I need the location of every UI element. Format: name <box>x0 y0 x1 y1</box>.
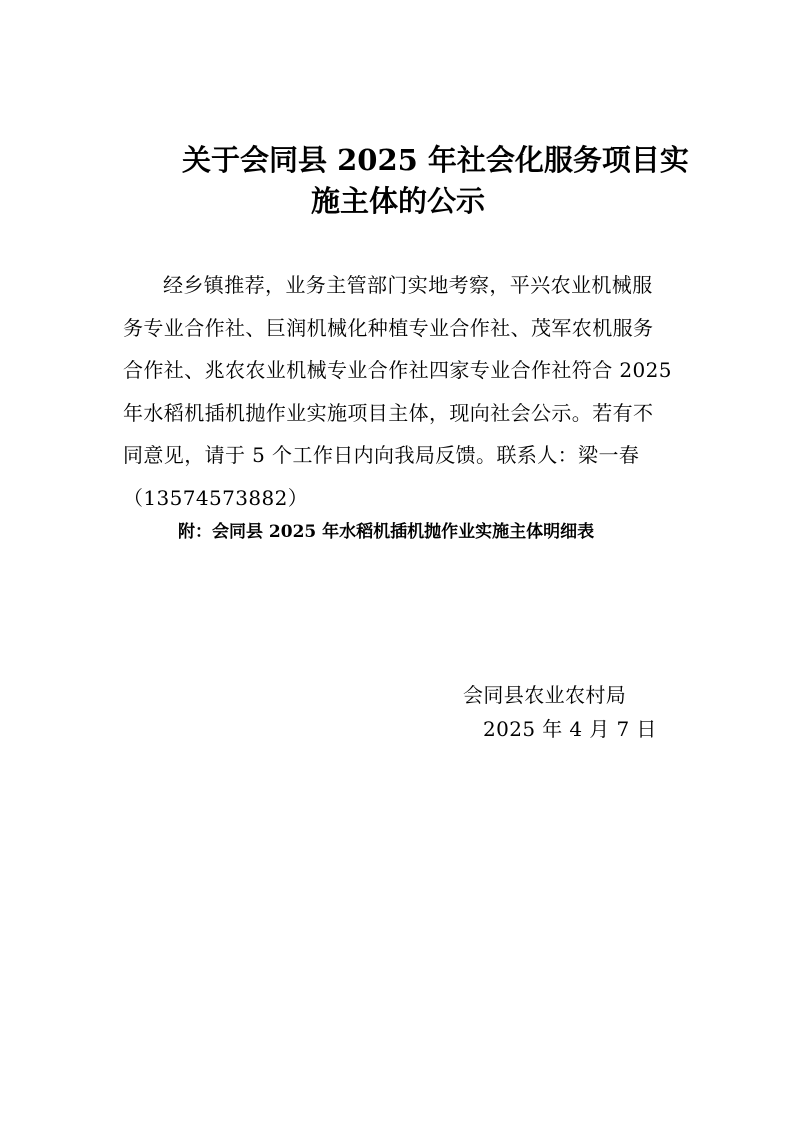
signature-date: 2025 年 4 月 7 日 <box>483 717 657 741</box>
body-line-6: （13574573882） <box>123 486 309 510</box>
body-line-5: 同意见，请于 5 个工作日内向我局反馈。联系人：梁一春 <box>123 443 640 467</box>
body-line-3: 合作社、兆农农业机械专业合作社四家专业合作社符合 2025 <box>123 358 672 382</box>
attachment-note: 附：会同县 2025 年水稻机插机抛作业实施主体明细表 <box>178 522 595 542</box>
document-title-line-1: 关于会同县 2025 年社会化服务项目实 <box>182 143 689 177</box>
body-line-2: 务专业合作社、巨润机械化种植专业合作社、茂军农机服务 <box>123 316 654 340</box>
signature-organization: 会同县农业农村局 <box>463 683 627 707</box>
body-line-4: 年水稻机插机抛作业实施项目主体，现向社会公示。若有不 <box>123 401 654 425</box>
document-title-line-2: 施主体的公示 <box>311 184 486 218</box>
body-line-1: 经乡镇推荐，业务主管部门实地考察，平兴农业机械服 <box>163 273 653 297</box>
